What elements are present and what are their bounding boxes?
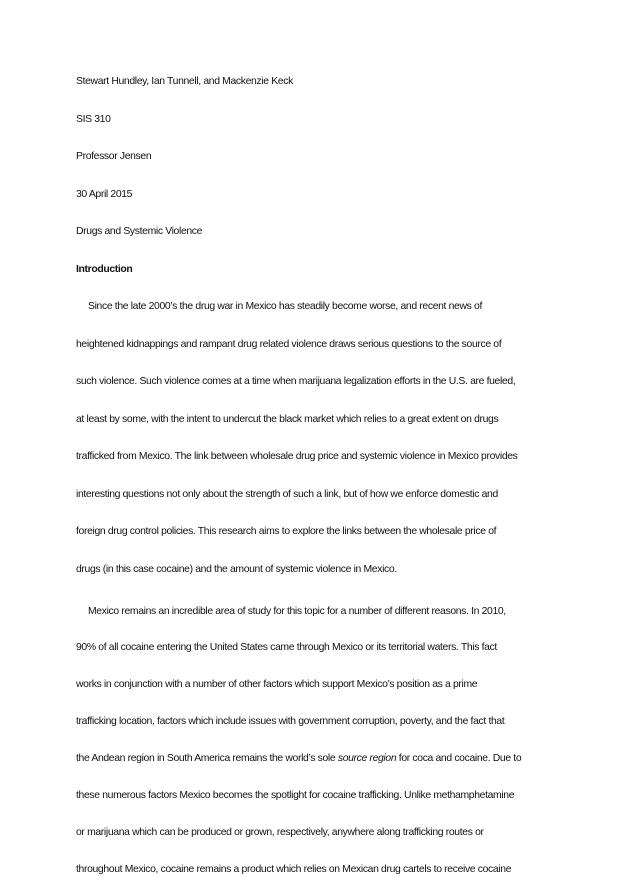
- paragraph-1-line: at least by some, with the intent to undercut the black market which relies to a great extent on drugs: [76, 413, 499, 425]
- author-line: Stewart Hundley, Ian Tunnell, and Mackenzie Keck: [76, 76, 293, 87]
- paragraph-2-line: or marijuana which can be produced or grown, respectively, anywhere along trafficking routes or: [76, 826, 484, 838]
- document-title: Drugs and Systemic Violence: [76, 226, 203, 237]
- paragraph-2-line: 90% of all cocaine entering the United States came through Mexico or its territorial waters. This fact: [76, 642, 497, 654]
- paragraph-1-line: Since the late 2000’s the drug war in Mexico has steadily become worse, and recent news of: [88, 301, 482, 312]
- source-region-emphasis: source region: [337, 753, 397, 765]
- course-line: SIS 310: [76, 113, 111, 125]
- date-line: 30 April 2015: [76, 188, 133, 200]
- paragraph-2-line: Mexico remains an incredible area of study for this topic for a number of different reasons. In 2010,: [88, 605, 506, 617]
- paragraph-1-line: such violence. Such violence comes at a time when marijuana legalization efforts in the U.S. are fueled,: [76, 376, 516, 387]
- paragraph-2-text: for coca and cocaine. Due to: [396, 753, 522, 765]
- paragraph-1-line: foreign drug control policies. This research aims to explore the links between the wholesale price of: [76, 526, 497, 537]
- paragraph-2-text: the Andean region in South America remains the world’s sole: [76, 753, 338, 765]
- paragraph-2-line: trafficking location, factors which include issues with government corruption, poverty, and the fact that: [76, 716, 505, 728]
- paragraph-2-line: [76, 752, 566, 766]
- paragraph-1-line: interesting questions not only about the strength of such a link, but of how we enforce domestic and: [76, 488, 498, 500]
- paragraph-1-line: heightened kidnappings and rampant drug related violence draws serious questions to the source of: [76, 338, 502, 350]
- paragraph-1-line: trafficked from Mexico. The link between wholesale drug price and systemic violence in Mexico provides: [76, 451, 518, 462]
- paragraph-1-line: drugs (in this case cocaine) and the amount of systemic violence in Mexico.: [76, 563, 397, 575]
- paragraph-2-line: these numerous factors Mexico becomes the spotlight for cocaine trafficking. Unlike methamphetamine: [76, 790, 515, 801]
- paragraph-2-line: throughout Mexico, cocaine remains a product which relies on Mexican drug cartels to receive cocaine: [76, 863, 512, 875]
- professor-line: Professor Jensen: [76, 151, 152, 162]
- paragraph-2-line: works in conjunction with a number of other factors which support Mexico’s position as a prime: [76, 679, 478, 691]
- section-heading: Introduction: [76, 263, 133, 275]
